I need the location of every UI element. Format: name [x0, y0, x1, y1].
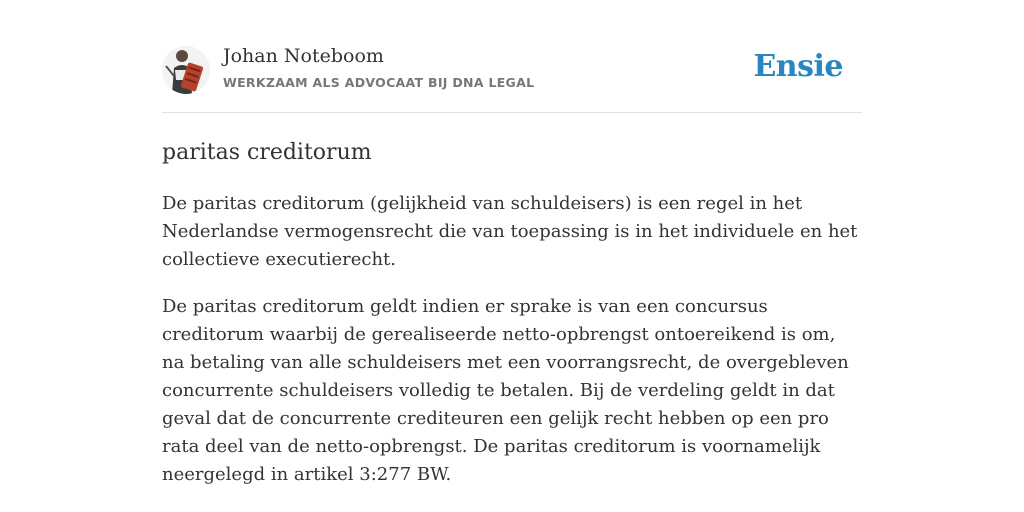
author-avatar[interactable] [162, 46, 210, 94]
article-paragraph: De paritas creditorum (gelijkheid van schuldeisers) is een regel in het Nederlandse vermogensrecht die van toepassing is in het individuele en het collectieve executierecht. [162, 193, 858, 270]
author-name[interactable]: Johan Noteboom [223, 45, 384, 67]
author-header [162, 0, 862, 113]
article-paragraph: De paritas creditorum geldt indien er sprake is van een concursus creditorum waarbij de gerealiseerde netto-opbrengst ontoereikend is om, na betaling van alle schuldeisers met een voorrangsrecht, de overgebleven concurrente schuldeisers volledig te betalen. Bij de verdeling geldt in dat geval dat de concurrente crediteuren een gelijk recht hebben op een pro rata deel van de netto-opbrengst. De paritas creditorum is voornamelijk neergelegd in artikel 3:277 BW. [162, 296, 849, 485]
ensie-logo[interactable]: Ensie [753, 49, 843, 84]
author-role: WERKZAAM ALS ADVOCAAT BIJ DNA LEGAL [223, 75, 535, 90]
person-with-accordion-icon [162, 46, 210, 94]
article-title: paritas creditorum [162, 140, 372, 165]
